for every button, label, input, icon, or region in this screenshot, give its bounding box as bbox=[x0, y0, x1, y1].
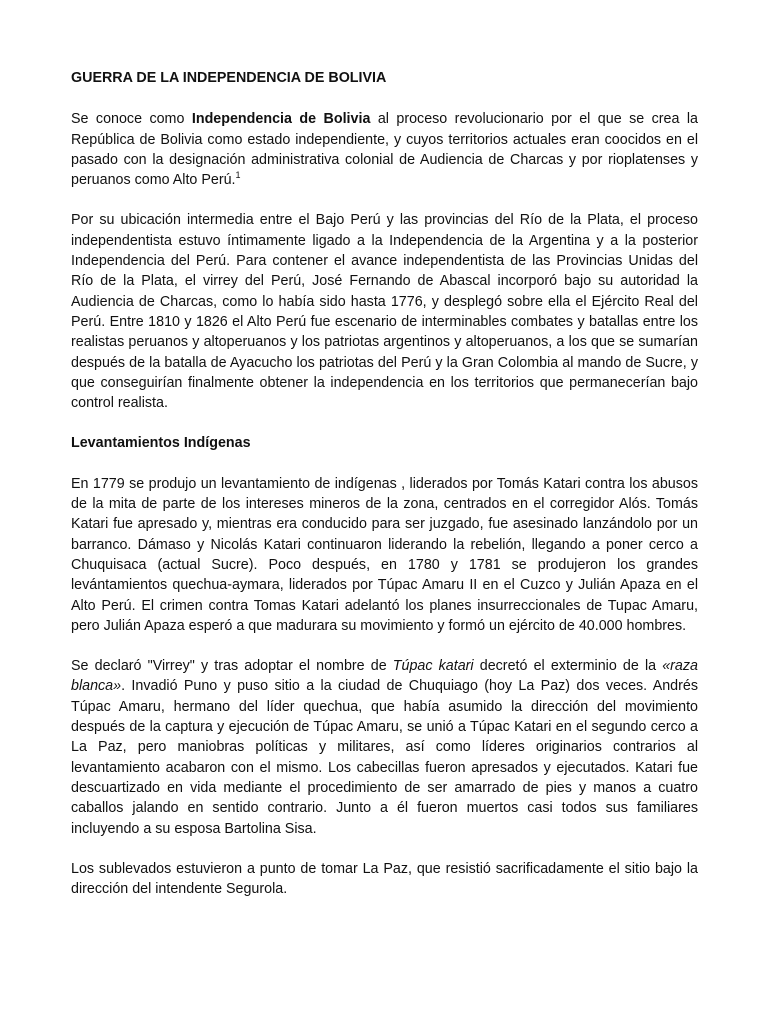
paragraph-siege: Los sublevados estuvieron a punto de tomar La Paz, que resistió sacrificadamente el sitio bajo la dirección del intendente Segurola. bbox=[71, 860, 698, 898]
paragraph-katari bbox=[71, 656, 698, 839]
intro-bold-term: Independencia de Bolivia bbox=[191, 111, 371, 128]
paragraph-context: Por su ubicación intermedia entre el Bajo Perú y las provincias del Río de la Plata, el proceso independentista estuvo íntimamente ligado a la Independencia de la Argentina y a la posterior Independencia del Perú. Para contener el avance independentista de las Provincias Unidas del Río de la Plata, el virrey del Perú, José Fernando de Abascal incorporó bajo su autoridad la Audiencia de Charcas, como lo había sido hasta 1776, y desplegó sobre ella el Ejército Real del Perú. Entre 1810 y 1826 el Alto Perú fue escenario de interminables combates y batallas entre los realistas peruanos y altoperuanos y los patriotas argentinos y altoperuanos, a los que se sumarían después de la batalla de Ayacucho los patriotas del Perú y la Gran Colombia al mando de Sucre, y que conseguirían finalmente obtener la independencia en los territorios que permanecerían bajo control realista. bbox=[71, 212, 698, 412]
intro-text-end: al proceso revolucionario por el que se crea la República de Bolivia como estado independiente, y cuyos territorios actuales eran coocidos en el pasado con la designación administrativa colonial de Audiencia de Charcas y por rioplatenses y peruanos como Alto Perú. bbox=[71, 111, 698, 189]
document-title: GUERRA DE LA INDEPENDENCIA DE BOLIVIA bbox=[71, 70, 387, 86]
paragraph-uprising: En 1779 se produjo un levantamiento de indígenas , liderados por Tomás Katari contra los abusos de la mita de parte de los intereses mineros de la zona, centrados en el corregidor Alós. Tomás Katari fue apresado y, mientras era conducido para ser juzgado, fue asesinado lanzándolo por un barranco. Dámaso y Nicolás Katari continuaron liderando la rebelión, llegando a poner cerco a Chuquisaca (actual Sucre). Poco después, en 1780 y 1781 se produjeron los grandes levántamientos quechua-aymara, liderados por Túpac Amaru II en el Cuzco y Julián Apaza en el Alto Perú. El crimen contra Tomas Katari adelantó los planes insurreccionales de Tupac Amaru, pero Julián Apaza esperó a que madurara su movimiento y formó un ejército de 40.000 hombres. bbox=[71, 475, 698, 634]
section-heading: Levantamientos Indígenas bbox=[71, 435, 251, 452]
katari-text-3: . Invadió Puno y puso sitio a la ciudad de Chuquiago (hoy La Paz) dos veces. Andrés Túpac Amaru, hermano del líder quechua, que había asumido la dirección del movimiento después de la captura y ejecución de Túpac Amaru, se unió a Túpac Katari en el segundo cerco a La Paz, pero maniobras políticas y militares, así como líderes originarios contrarios al levantamiento acabaron con el mismo. Los cabecillas fueron apresados y ejecutados. Katari fue descuartizado en vida mediante el procedimiento de ser amarrado de pies y manos a cuatro caballos jalando en sentido contrario. Junto a él fueron muertos casi todos sus familiares incluyendo a su esposa Bartolina Sisa. bbox=[71, 678, 698, 837]
katari-italic-name: Túpac katari bbox=[392, 658, 474, 675]
footnote-marker[interactable]: 1 bbox=[235, 170, 241, 181]
katari-text-2: decretó el exterminio de la bbox=[473, 658, 663, 675]
paragraph-intro bbox=[71, 109, 698, 190]
document-page bbox=[71, 68, 698, 919]
katari-text-1: Se declaró "Virrey" y tras adoptar el nombre de bbox=[71, 658, 393, 675]
intro-text-start: Se conoce como bbox=[71, 111, 192, 128]
katari-italic-quote: «raza blanca» bbox=[71, 658, 698, 695]
